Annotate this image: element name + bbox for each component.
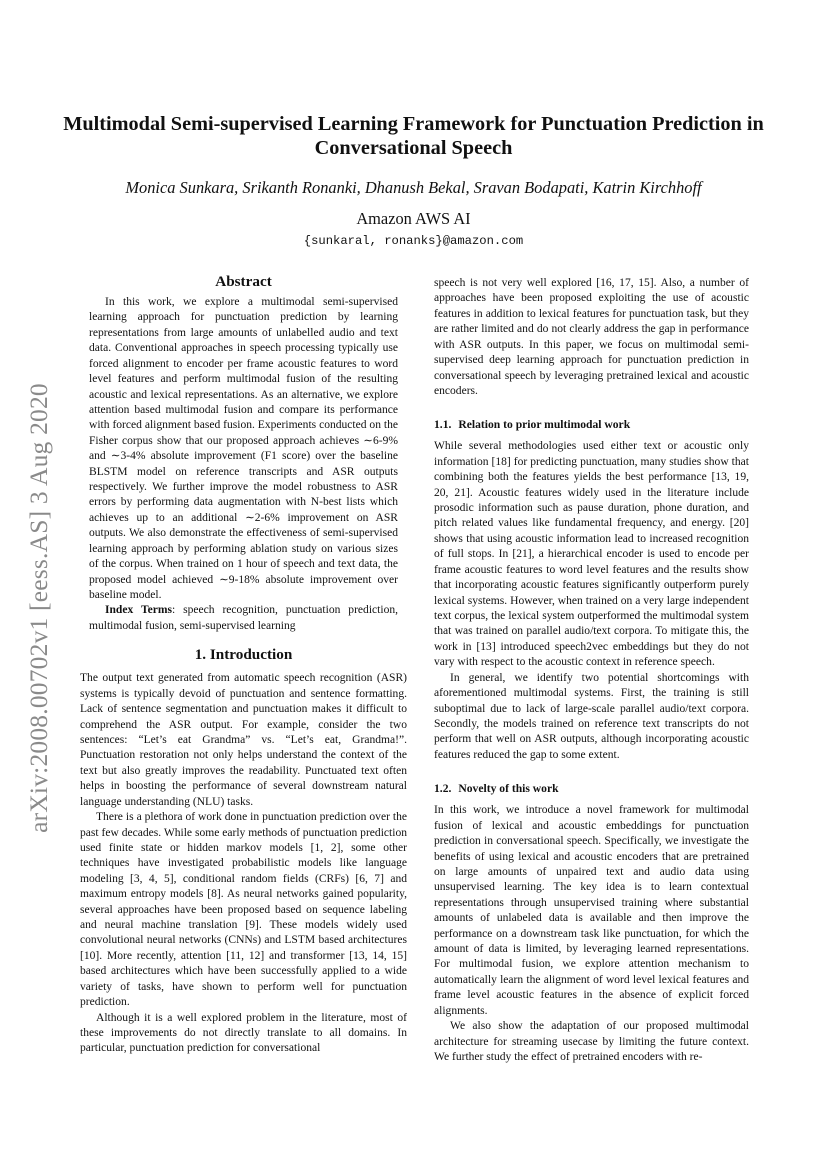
author-list: Monica Sunkara, Srikanth Ronanki, Dhanush Bekal, Sravan Bodapati, Katrin Kirchhoff [125,178,702,197]
section-paragraph: In general, we identify two potential shortcomings with aforementioned multimodal systems. First, the training is still suboptimal due to lack of large-scale parallel audio/text corpora. Secondly, the models trained on reference text transcripts do not perform that well on ASR outputs, although incorporating acoustic features reduced the gap to some extent. [434,671,749,761]
arxiv-identifier-stamp [18,338,60,878]
intro-paragraph: Although it is a well explored problem in the literature, most of these improvements do not directly translate to all domains. In particular, punctuation prediction for conversational [80,1011,407,1055]
abstract-heading: Abstract [215,273,272,290]
section-paragraph: We also show the adaptation of our proposed multimodal architecture for streaming usecase by limiting the future context. We further study the effect of pretrained encoders with re- [434,1020,749,1063]
intro-continuation: speech is not very well explored [16, 17, 15]. Also, a number of approaches have been proposed exploiting the use of acoustic features in addition to lexical features for punctuation task, but they are rather limited and do not clearly address the gap in performance with ASR outputs. In this paper, we focus on multimodal semi-supervised deep learning approach for punctuation prediction in conversational speech by leveraging pretrained lexical and acoustic encoders. [434,277,749,397]
subsection-title: Novelty of this work [458,782,559,796]
intro-paragraph: The output text generated from automatic speech recognition (ASR) systems is typically devoid of punctuation and sentence formatting. Lack of sentence segmentation and punctuation makes it difficult to comprehend the ASR output. For example, consider the two sentences: “Let’s eat Grandma” vs. “Let’s eat, Grandma!”. Punctuation restoration not only helps understand the context of the text but also greatly improves the readability. Punctuated text often helps in boosting the performance of several downstream natural language understanding (NLU) tasks. [80,672,407,808]
right-column [434,276,749,1065]
subsection-title: Relation to prior multimodal work [458,418,631,432]
introduction-heading: 1. Introduction [194,646,293,664]
contact-email: {sunkaral, ronanks}@amazon.com [303,234,524,248]
section-paragraph: In this work, we introduce a novel framework for multimodal fusion of lexical and acoustic embeddings for punctuation prediction in conversational speech. Specifically, we investigate the benefits of using lexical and acoustic encoders that are pretrained on large amounts of unpaired text and audio data using unsupervised learning. The key idea is to learn contextual representations through unsupervised training where substantial amounts of unlabeled data is available and then improve the performance on a downstream task like punctuation, for which the amount of data is limited, by leveraging learned representations. For multimodal fusion, we explore attention mechanism to automatically learn the alignment of word level lexical features and frame level acoustic features in the absence of explicit forced alignments. [434,804,749,1017]
index-terms-text: : speech recognition, punctuation prediction, multimodal fusion, semi-supervised learning [89,604,399,632]
affiliation: Amazon AWS AI [356,209,471,228]
subsection-number: 1.2. [434,782,452,796]
index-terms [80,603,407,634]
paper-title: Multimodal Semi-supervised Learning Framework for Punctuation Prediction in Conversational Speech [63,113,764,159]
subsection-number: 1.1. [434,418,452,432]
left-column [80,272,407,1057]
intro-paragraph: There is a plethora of work done in punctuation prediction over the past few decades. While some early methods of punctuation prediction used finite state or hidden markov models [1, 2], some other techniques have investigated probabilistic models like language modeling [3, 4, 5], conditional random fields (CRFs) [6, 7] and maximum entropy models [8]. As neural networks gained popularity, several approaches have been proposed based on sequence labeling and neural machine translation [9]. These models widely used convolutional neural networks (CNNs) and LSTM based architectures [10]. More recently, attention [11, 12] and transformer [13, 14, 15] based architectures which have been successfully applied to a wide variety of tasks, have shown to perform well for punctuation prediction. [80,811,407,1009]
arxiv-identifier-text: arXiv:2008.00702v1 [eess.AS] 3 Aug 2020 [24,383,53,833]
abstract-text: In this work, we explore a multimodal semi-supervised learning approach for punctuation prediction by learning representations from large amounts of unlabelled audio and text data. Conventional approaches in speech processing typically use forced alignment to encoder per frame acoustic features to word level features and perform multimodal fusion of the resulting acoustic and lexical representations. As an alternative, we explore attention based multimodal fusion and compare its performance with forced alignment based fusion. Experiments conducted on the Fisher corpus show that our proposed approach achieves ∼6-9% and ∼3-4% absolute improvement (F1 score) over the baseline BLSTM model on reference transcripts and ASR outputs respectively. We further improve the model robustness to ASR errors by performing data augmentation with N-best lists which achieves up to an additional ∼2-6% improvement on ASR outputs. We also demonstrate the effectiveness of semi-supervised learning approach by performing ablation study on various sizes of the corpus. When trained on 1 hour of speech and text data, the proposed model achieved ∼9-18% absolute improvement over baseline model. [89,296,398,602]
subsection-heading-1-2 [434,782,749,796]
index-terms-label: Index Terms [105,604,172,617]
section-paragraph: While several methodologies used either text or acoustic only information [18] for predicting punctuation, many studies show that combining both the features yields the best performance [13, 19, 20, 21]. Acoustic features widely used in the literature include prosodic information such as pause duration, phone duration, and pitch related values like fundamental frequency, and energy. [20] shows that using acoustic information lead to increased recognition of full stops. In [21], a hierarchical encoder is used to encode per frame acoustic features to word level features and the results show that incorporating acoustic features significantly outperform purely lexical systems. However, when trained on a very large independent text corpus, the lexical system outperformed the multimodal system that was trained on parallel audio/text corpora. To mitigate this, the work in [13] introduced speech2vec embeddings but they do not vary with respect to the acoustic context in reference speech. [434,440,749,669]
subsection-heading-1-1 [434,418,749,432]
